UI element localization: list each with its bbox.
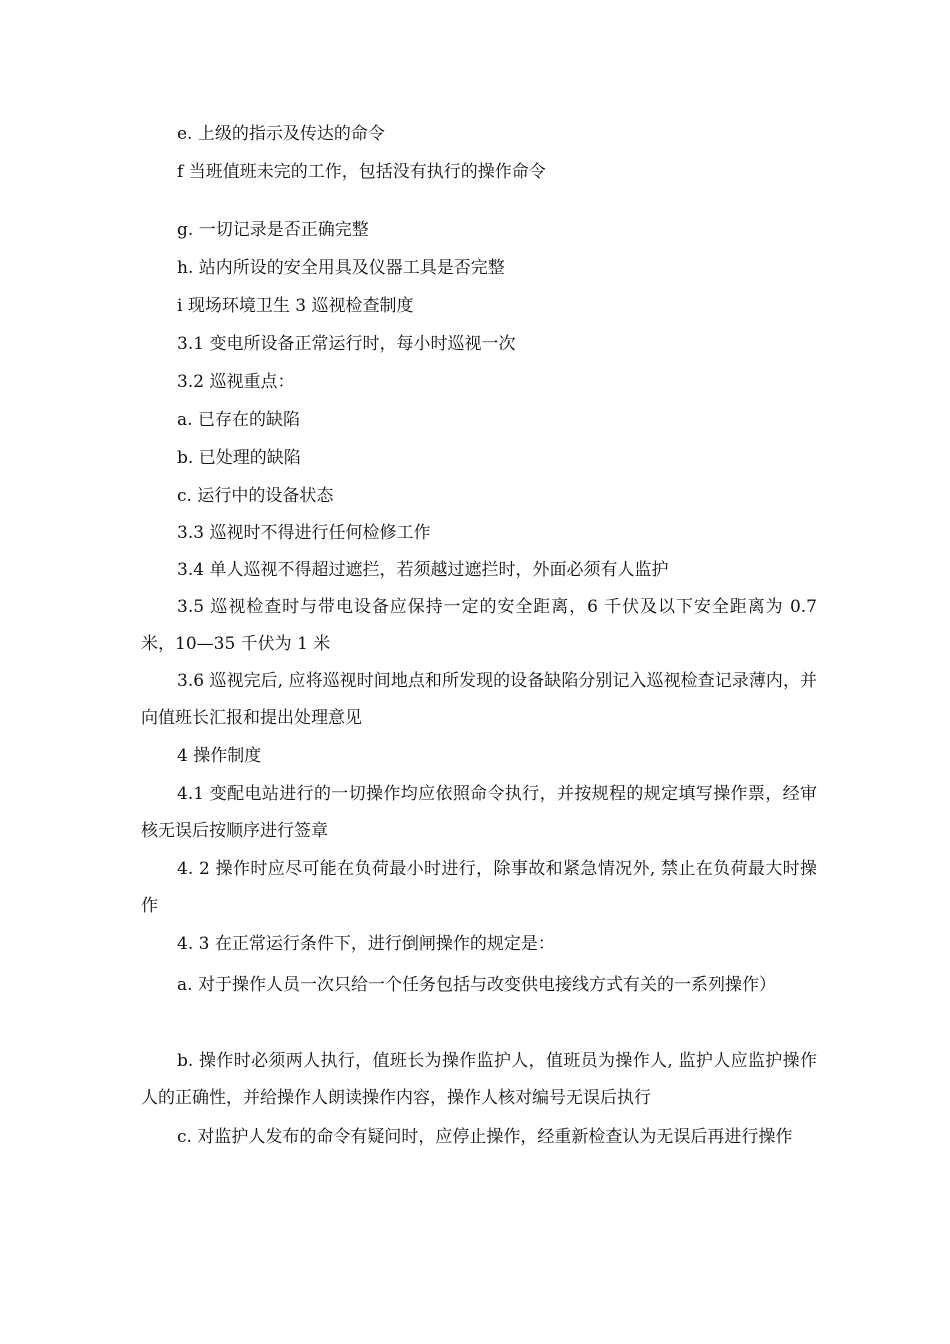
paragraph-3-4: 3.4 单人巡视不得超过遮拦，若须越过遮拦时，外面必须有人监护: [177, 560, 669, 580]
paragraph-3-5: 3.5 巡视检查时与带电设备应保持一定的安全距离，6 千伏及以下安全距离为 0.7 米，10—35 千伏为 1 米: [141, 597, 817, 654]
paragraph-4-1: 4.1 变配电站进行的一切操作均应依照命令执行，并按规程的规定填写操作票，经审核无误后按顺序进行签章: [141, 784, 817, 841]
paragraph-3-3: 3.3 巡视时不得进行任何检修工作: [177, 523, 431, 543]
paragraph-3-2-a: a. 已存在的缺陷: [177, 410, 300, 430]
paragraph-3-1: 3.1 变电所设备正常运行时，每小时巡视一次: [177, 334, 516, 354]
paragraph-i: i 现场环境卫生 3 巡视检查制度: [177, 296, 414, 316]
paragraph-3-2: 3.2 巡视重点：: [177, 372, 295, 392]
paragraph-4-3: 4. 3 在正常运行条件下，进行倒闸操作的规定是：: [177, 934, 555, 954]
paragraph-3-6: 3.6 巡视完后, 应将巡视时间地点和所发现的设备缺陷分别记入巡视检查记录薄内，并向值班长汇报和提出处理意见: [141, 671, 817, 728]
paragraph-h: h. 站内所设的安全用具及仪器工具是否完整: [177, 258, 505, 278]
paragraph-4-2: 4. 2 操作时应尽可能在负荷最小时进行，除事故和紧急情况外, 禁止在负荷最大时操作: [141, 859, 817, 916]
paragraph-4-3-c: c. 对监护人发布的命令有疑问时，应停止操作，经重新检查认为无误后再进行操作: [177, 1127, 793, 1147]
paragraph-3-2-c: c. 运行中的设备状态: [177, 486, 334, 506]
paragraph-e: e. 上级的指示及传达的命令: [177, 124, 385, 144]
paragraph-g: g. 一切记录是否正确完整: [177, 220, 369, 240]
paragraph-3-2-b: b. 已处理的缺陷: [177, 448, 301, 468]
paragraph-4-3-a: a. 对于操作人员一次只给一个任务包括与改变供电接线方式有关的一系列操作）: [177, 975, 776, 995]
paragraph-4-3-b: b. 操作时必须两人执行，值班长为操作监护人，值班员为操作人, 监护人应监护操作人的正确性，并给操作人朗读操作内容，操作人核对编号无误后执行: [141, 1051, 817, 1108]
paragraph-4-heading: 4 操作制度: [177, 746, 262, 766]
paragraph-f: f 当班值班未完的工作，包括没有执行的操作命令: [177, 162, 546, 182]
